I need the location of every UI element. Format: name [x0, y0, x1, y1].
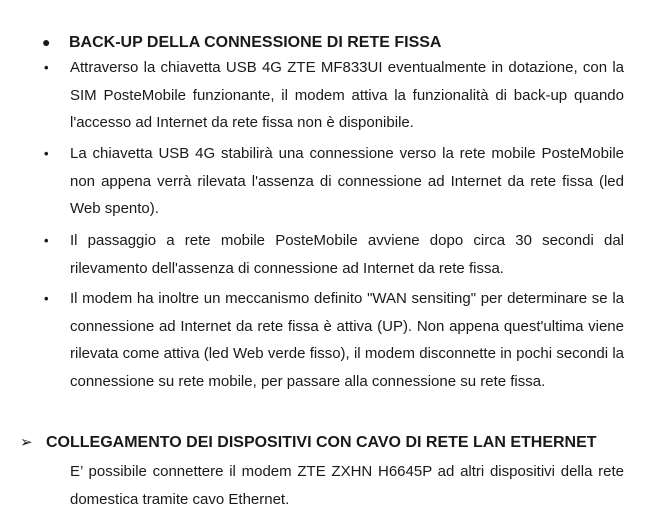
list-item-text: La chiavetta USB 4G stabilirà una connessione verso la rete mobile PosteMobile non appena verrà rilevata l'assenza di connessione ad Internet da rete fissa (led Web spento). — [70, 145, 624, 218]
arrow-bullet-icon: ➢ — [20, 434, 33, 451]
section-heading-backup — [42, 32, 441, 53]
list-item — [44, 54, 624, 137]
bullet-icon: • — [44, 233, 49, 248]
paragraph: E’ possibile connettere il modem ZTE ZXHN H6645P ad altri dispositivi della rete domestica tramite cavo Ethernet. — [70, 463, 624, 508]
section-heading-text: BACK-UP DELLA CONNESSIONE DI RETE FISSA — [69, 34, 442, 51]
list-item-text: Attraverso la chiavetta USB 4G ZTE MF833UI eventualmente in dotazione, con la SIM PosteMobile funzionante, il modem attiva la funzionalità di back-up quando l'accesso ad Internet da rete fissa non è disponibile. — [70, 59, 624, 132]
section-heading-text: COLLEGAMENTO DEI DISPOSITIVI CON CAVO DI RETE LAN ETHERNET — [46, 434, 597, 451]
bullet-icon: • — [44, 291, 49, 306]
section-heading-lan — [20, 433, 597, 453]
bullet-icon: ● — [42, 34, 51, 50]
bullet-icon: • — [44, 60, 49, 75]
list-item-text: Il passaggio a rete mobile PosteMobile avviene dopo circa 30 secondi dal rilevamento dell'assenza di connessione ad Internet da rete fissa. — [70, 232, 624, 277]
list-item — [44, 227, 624, 282]
list-item-text: Il modem ha inoltre un meccanismo definito "WAN sensiting" per determinare se la connessione ad Internet da rete fissa è attiva (UP). Non appena quest'ultima viene rilevata come attiva (led Web verde fisso), il modem disconnette in pochi secondi la connessione su rete mobile, per passare alla connessione su rete fissa. — [70, 290, 624, 390]
bullet-icon: • — [44, 146, 49, 161]
list-item — [44, 285, 624, 395]
list-item — [44, 140, 624, 223]
